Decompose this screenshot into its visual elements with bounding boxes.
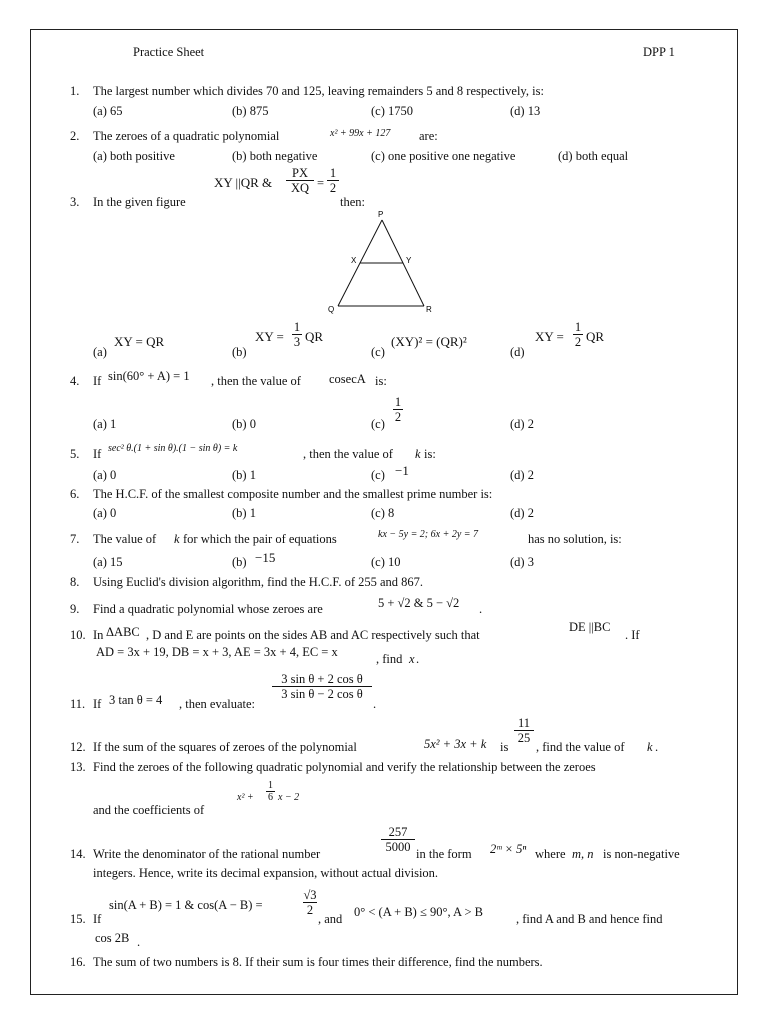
q5-option-a: (a) 0: [93, 468, 117, 482]
q15-text-a: If: [93, 912, 102, 926]
q3-frac2-num: 1: [329, 166, 337, 180]
q1-option-d: (d) 13: [510, 104, 541, 118]
q4-text-c: is:: [375, 374, 387, 388]
q5-option-b: (b) 1: [232, 468, 256, 482]
q3-fraction-px-xq: [286, 166, 314, 195]
q15-frac-num: √3: [303, 888, 317, 902]
q14-number: 14.: [70, 847, 86, 861]
q1-number: 1.: [70, 84, 80, 98]
q10-text-a: In: [93, 628, 104, 642]
q3-option-b-math: XY =: [255, 329, 284, 344]
q3-equals: =: [317, 176, 325, 190]
q14-text-b: in the form: [416, 847, 472, 861]
sheet-title: Practice Sheet: [133, 45, 205, 59]
q2-number: 2.: [70, 129, 80, 143]
q15-frac-den: 2: [306, 903, 314, 917]
q12-frac-den: 25: [517, 731, 531, 745]
q3-option-b-fraction: [292, 320, 302, 349]
q13-fraction: [266, 780, 275, 803]
q4-option-c: (c): [371, 417, 385, 431]
q12-text-a: If the sum of the squares of zeroes of the polynomial: [93, 740, 357, 754]
q7-text-c: has no solution, is:: [528, 532, 622, 546]
q9-number: 9.: [70, 602, 80, 616]
q4-text-b: , then the value of: [211, 374, 301, 388]
sheet-code: DPP 1: [643, 45, 675, 59]
q14-text-c: where: [535, 847, 566, 861]
q8-text: Using Euclid's division algorithm, find the H.C.F. of 255 and 867.: [93, 575, 424, 589]
q3-fraction-half: [327, 166, 339, 195]
q7-option-b-value: −15: [255, 550, 276, 565]
q7-math: kx − 5y = 2; 6x + 2y = 7: [378, 529, 479, 540]
q5-var-k: k: [415, 447, 421, 461]
q15-math-b: 0° < (A + B) ≤ 90°, A > B: [354, 905, 483, 919]
q6-text: The H.C.F. of the smallest composite number and the smallest prime number is:: [93, 487, 493, 501]
q9-math: 5 + √2 & 5 − √2: [378, 596, 460, 610]
q13-math-a: x² +: [237, 792, 254, 803]
q4-number: 4.: [70, 374, 80, 388]
q2-text-b: are:: [419, 129, 438, 143]
q7-option-a: (a) 15: [93, 555, 123, 569]
q5-option-c-value: −1: [395, 463, 409, 478]
q7-option-b: (b): [232, 555, 247, 569]
q2-math: x² + 99x + 127: [330, 128, 391, 139]
q3-option-c: (c): [371, 345, 385, 359]
q7-var-k: k: [174, 532, 180, 546]
q2-option-a: (a) both positive: [93, 149, 175, 163]
q15-text-b: , and: [318, 912, 343, 926]
q11-number: 11.: [70, 697, 86, 711]
q4-option-c-fraction: [393, 395, 403, 424]
q6-option-b: (b) 1: [232, 506, 256, 520]
q3-option-c-math: (XY)² = (QR)²: [391, 334, 467, 349]
q12-text-c: , find the value of: [536, 740, 625, 754]
q11-end: .: [373, 697, 377, 711]
q9-text: Find a quadratic polynomial whose zeroes are: [93, 602, 323, 616]
q6-option-c: (c) 8: [371, 506, 395, 520]
q3-option-d-qr: QR: [586, 329, 605, 344]
q5-option-d: (d) 2: [510, 468, 534, 482]
q11-frac-num: 3 sin θ + 2 cos θ: [281, 672, 363, 686]
q7-text-a: The value of: [93, 532, 157, 546]
q11-text-a: If: [93, 697, 102, 711]
q12-text-b: is: [500, 740, 509, 754]
q15-end: .: [137, 935, 141, 949]
q14-fraction: [381, 825, 415, 854]
q1-option-c: (c) 1750: [371, 104, 413, 118]
q14-line2: integers. Hence, write its decimal expansion, without actual division.: [93, 866, 439, 880]
q10-var-x: x: [409, 652, 415, 666]
q1-text: The largest number which divides 70 and 125, leaving remainders 5 and 8 respectively, is:: [93, 84, 544, 98]
q10-end: .: [416, 652, 420, 666]
label-q: Q: [328, 305, 335, 314]
q16-number: 16.: [70, 955, 86, 969]
q5-option-c: (c): [371, 468, 385, 482]
q4-c-frac-num: 1: [394, 395, 402, 409]
q14-text-d: is non-negative: [603, 847, 680, 861]
label-p: P: [378, 210, 384, 219]
q16-text: The sum of two numbers is 8. If their sum is four times their difference, find the numbers.: [93, 955, 543, 969]
q3-number: 3.: [70, 195, 80, 209]
q10-text-b: , D and E are points on the sides AB and AC respectively such that: [146, 628, 480, 642]
q3-d-frac-den: 2: [574, 335, 582, 349]
q3-math-a: XY ||QR &: [214, 175, 273, 190]
q13-text: Find the zeroes of the following quadratic polynomial and verify the relationship between the zeroes: [93, 760, 596, 774]
q8-number: 8.: [70, 575, 80, 589]
q6-number: 6.: [70, 487, 80, 501]
label-y: Y: [406, 256, 412, 265]
q5-text-a: If: [93, 447, 102, 461]
q12-frac-num: 11: [517, 716, 531, 730]
q2-text-a: The zeroes of a quadratic polynomial: [93, 129, 280, 143]
q5-math: sec² θ.(1 + sin θ).(1 − sin θ) = k: [108, 443, 238, 454]
q4-text-a: If: [93, 374, 102, 388]
q7-option-d: (d) 3: [510, 555, 534, 569]
q3-option-a: (a): [93, 345, 107, 359]
q14-math: 2ᵐ × 5ⁿ: [490, 842, 527, 856]
q12-number: 12.: [70, 740, 86, 754]
q14-frac-num: 257: [388, 825, 408, 839]
q11-frac-den: 3 sin θ − 2 cos θ: [281, 687, 363, 701]
q9-end: .: [479, 602, 483, 616]
q4-option-d: (d) 2: [510, 417, 534, 431]
q6-option-a: (a) 0: [93, 506, 117, 520]
label-r: R: [426, 305, 432, 314]
q2-option-c: (c) one positive one negative: [371, 149, 516, 163]
q3-option-d: (d): [510, 345, 525, 359]
q13-frac-den: 6: [268, 792, 273, 803]
q4-c-frac-den: 2: [394, 410, 402, 424]
q3-option-d-math: XY =: [535, 329, 564, 344]
q4-option-b: (b) 0: [232, 417, 256, 431]
q3-option-a-math: XY = QR: [114, 334, 165, 349]
q5-number: 5.: [70, 447, 80, 461]
q2-option-b: (b) both negative: [232, 149, 318, 163]
q12-end: .: [655, 740, 659, 754]
q10-math-a: ΔABC: [106, 625, 140, 639]
q3-frac-num: PX: [292, 166, 308, 180]
q11-math: 3 tan θ = 4: [109, 693, 163, 707]
q3-option-b: (b): [232, 345, 247, 359]
q14-frac-den: 5000: [385, 840, 411, 854]
q4-math: sin(60° + A) = 1: [108, 369, 190, 383]
q11-fraction: [272, 672, 372, 701]
q13-line2: and the coefficients of: [93, 803, 205, 817]
q3-b-frac-den: 3: [293, 335, 301, 349]
q13-number: 13.: [70, 760, 86, 774]
q3-option-b-qr: QR: [305, 329, 324, 344]
q12-fraction: [514, 716, 534, 745]
q2-option-d: (d) both equal: [558, 149, 629, 163]
label-x: X: [351, 256, 357, 265]
q11-text-b: , then evaluate:: [179, 697, 256, 711]
q3-option-d-fraction: [573, 320, 583, 349]
q3-b-frac-num: 1: [293, 320, 301, 334]
q7-option-c: (c) 10: [371, 555, 401, 569]
q15-fraction: [303, 888, 317, 917]
q5-text-b: , then the value of: [303, 447, 393, 461]
q10-text-c: . If: [625, 628, 640, 642]
q3-triangle-figure: [320, 208, 440, 318]
q5-text-c: is:: [424, 447, 436, 461]
q10-number: 10.: [70, 628, 86, 642]
q15-line2: cos 2B: [95, 931, 130, 945]
q4-option-a: (a) 1: [93, 417, 117, 431]
q12-math: 5x² + 3x + k: [424, 737, 487, 751]
q1-option-a: (a) 65: [93, 104, 123, 118]
q14-vars: m, n: [572, 847, 594, 861]
q3-text-b: then:: [340, 195, 365, 209]
q6-option-d: (d) 2: [510, 506, 534, 520]
q10-line2-math: AD = 3x + 19, DB = x + 3, AE = 3x + 4, EC = x: [96, 645, 338, 659]
q15-text-c: , find A and B and hence find: [516, 912, 663, 926]
q12-var-k: k: [647, 740, 653, 754]
q14-text-a: Write the denominator of the rational number: [93, 847, 321, 861]
q15-number: 15.: [70, 912, 86, 926]
q10-math-b: DE ||BC: [569, 620, 611, 634]
q3-frac-den: XQ: [290, 181, 310, 195]
q3-d-frac-num: 1: [574, 320, 582, 334]
q15-math-a: sin(A + B) = 1 & cos(A − B) =: [109, 898, 263, 912]
q7-text-b: for which the pair of equations: [183, 532, 337, 546]
q13-math-b: x − 2: [278, 792, 300, 803]
q3-text-a: In the given figure: [93, 195, 186, 209]
q1-option-b: (b) 875: [232, 104, 269, 118]
q7-number: 7.: [70, 532, 80, 546]
q3-frac2-den: 2: [329, 181, 337, 195]
q13-frac-num: 1: [268, 780, 273, 791]
q10-line2-end: , find: [376, 652, 403, 666]
q4-math2: cosecA: [329, 372, 366, 386]
